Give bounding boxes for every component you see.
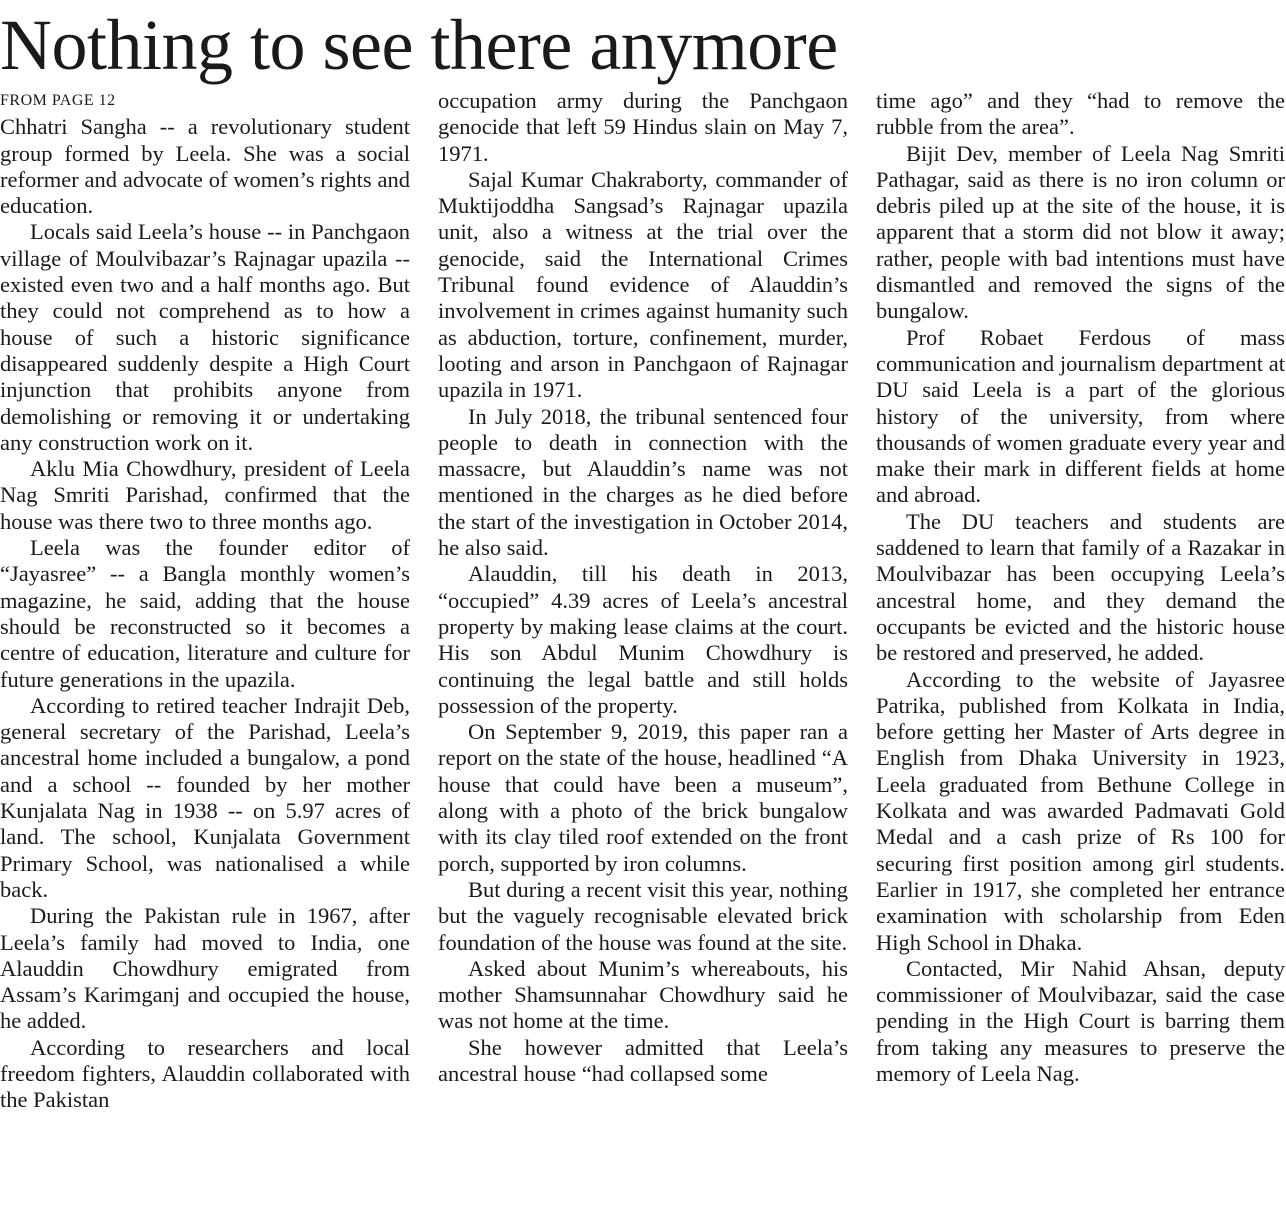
headline: Nothing to see there anymore bbox=[0, 5, 838, 85]
paragraph: According to researchers and local freedom fighters, Alauddin collaborated with the Pakistan bbox=[0, 1034, 410, 1113]
paragraph: According to the website of Jayasree Patrika, published from Kolkata in India, before getting her Master of Arts degree in English from Dhaka University in 1923, Leela graduated from Bethune College in Kolkata and was awarded Padmavati Gold Medal and a cash prize of Rs 100 for securing first position among girl students. Earlier in 1917, she completed her entrance examination with scholarship from Eden High School in Dhaka. bbox=[876, 666, 1285, 955]
article-column-1 bbox=[0, 88, 410, 1224]
paragraph: Bijit Dev, member of Leela Nag Smriti Pathagar, said as there is no iron column or debris piled up at the site of the house, it is apparent that a storm did not blow it away; rather, people with bad intentions must have dismantled and removed the signs of the bungalow. bbox=[876, 140, 1285, 324]
paragraph: time ago” and they “had to remove the rubble from the area”. bbox=[876, 88, 1285, 140]
paragraph: According to retired teacher Indrajit Deb, general secretary of the Parishad, Leela’s ancestral home included a bungalow, a pond and a school -- founded by her mother Kunjalata Nag in 1938 -- on 5.97 acres of land. The school, Kunjalata Government Primary School, was nationalised a while back. bbox=[0, 692, 410, 902]
paragraph: Alauddin, till his death in 2013, “occupied” 4.39 acres of Leela’s ancestral property by making lease claims at the court. His son Abdul Munim Chowdhury is continuing the legal battle and still holds possession of the property. bbox=[438, 561, 848, 718]
paragraph: Aklu Mia Chowdhury, president of Leela Nag Smriti Parishad, confirmed that the house was there two to three months ago. bbox=[0, 456, 410, 534]
paragraph: But during a recent visit this year, nothing but the vaguely recognisable elevated brick foundation of the house was found at the site. bbox=[438, 876, 848, 955]
paragraph: The DU teachers and students are saddened to learn that family of a Razakar in Moulvibazar has been occupying Leela’s ancestral home, and they demand the occupants be evicted and the historic house be restored and preserved, he added. bbox=[876, 508, 1285, 666]
paragraph: Sajal Kumar Chakraborty, commander of Muktijoddha Sangsad’s Rajnagar upazila unit, also a witness at the trial over the genocide, said the International Crimes Tribunal found evidence of Alauddin’s involvement in crimes against humanity such as abduction, torture, confinement, murder, looting and arson in Panchgaon of Rajnagar upazila in 1971. bbox=[438, 166, 848, 403]
article-column-2 bbox=[438, 88, 848, 1224]
paragraph: Prof Robaet Ferdous of mass communication and journalism department at DU said Leela is a part of the glorious history of the university, from where thousands of women graduate every year and make their mark in different fields at home and abroad. bbox=[876, 324, 1285, 508]
paragraph: Leela was the founder editor of “Jayasree” -- a Bangla monthly women’s magazine, he said, adding that the house should be reconstructed so it becomes a centre of education, literature and culture for future generations in the upazila. bbox=[0, 535, 410, 692]
paragraph: She however admitted that Leela’s ancestral house “had collapsed some bbox=[438, 1034, 848, 1086]
continuation-kicker: FROM PAGE 12 bbox=[0, 92, 116, 109]
article-column-3 bbox=[876, 88, 1285, 1224]
paragraph: On September 9, 2019, this paper ran a report on the state of the house, headlined “A house that could have been a museum”, along with a photo of the brick bungalow with its clay tiled roof extended on the front porch, supported by iron columns. bbox=[438, 719, 848, 876]
paragraph: During the Pakistan rule in 1967, after Leela’s family had moved to India, one Alauddin Chowdhury emigrated from Assam’s Karimganj and occupied the house, he added. bbox=[0, 903, 410, 1034]
paragraph: Contacted, Mir Nahid Ahsan, deputy commissioner of Moulvibazar, said the case pending in the High Court is barring them from taking any measures to preserve the memory of Leela Nag. bbox=[876, 955, 1285, 1086]
paragraph: occupation army during the Panchgaon genocide that left 59 Hindus slain on May 7, 1971. bbox=[438, 88, 848, 166]
paragraph: Asked about Munim’s whereabouts, his mother Shamsunnahar Chowdhury said he was not home at the time. bbox=[438, 955, 848, 1034]
paragraph: Locals said Leela’s house -- in Panchgaon village of Moulvibazar’s Rajnagar upazila -- existed even two and a half months ago. But they could not comprehend as to how a house of such a historic significance disappeared suddenly despite a High Court injunction that prohibits anyone from demolishing or removing it or undertaking any construction work on it. bbox=[0, 219, 410, 455]
paragraph: Chhatri Sangha -- a revolutionary student group formed by Leela. She was a social reformer and advocate of women’s rights and education. bbox=[0, 114, 410, 219]
paragraph: In July 2018, the tribunal sentenced four people to death in connection with the massacre, but Alauddin’s name was not mentioned in the charges as he died before the start of the investigation in October 2014, he also said. bbox=[438, 403, 848, 561]
